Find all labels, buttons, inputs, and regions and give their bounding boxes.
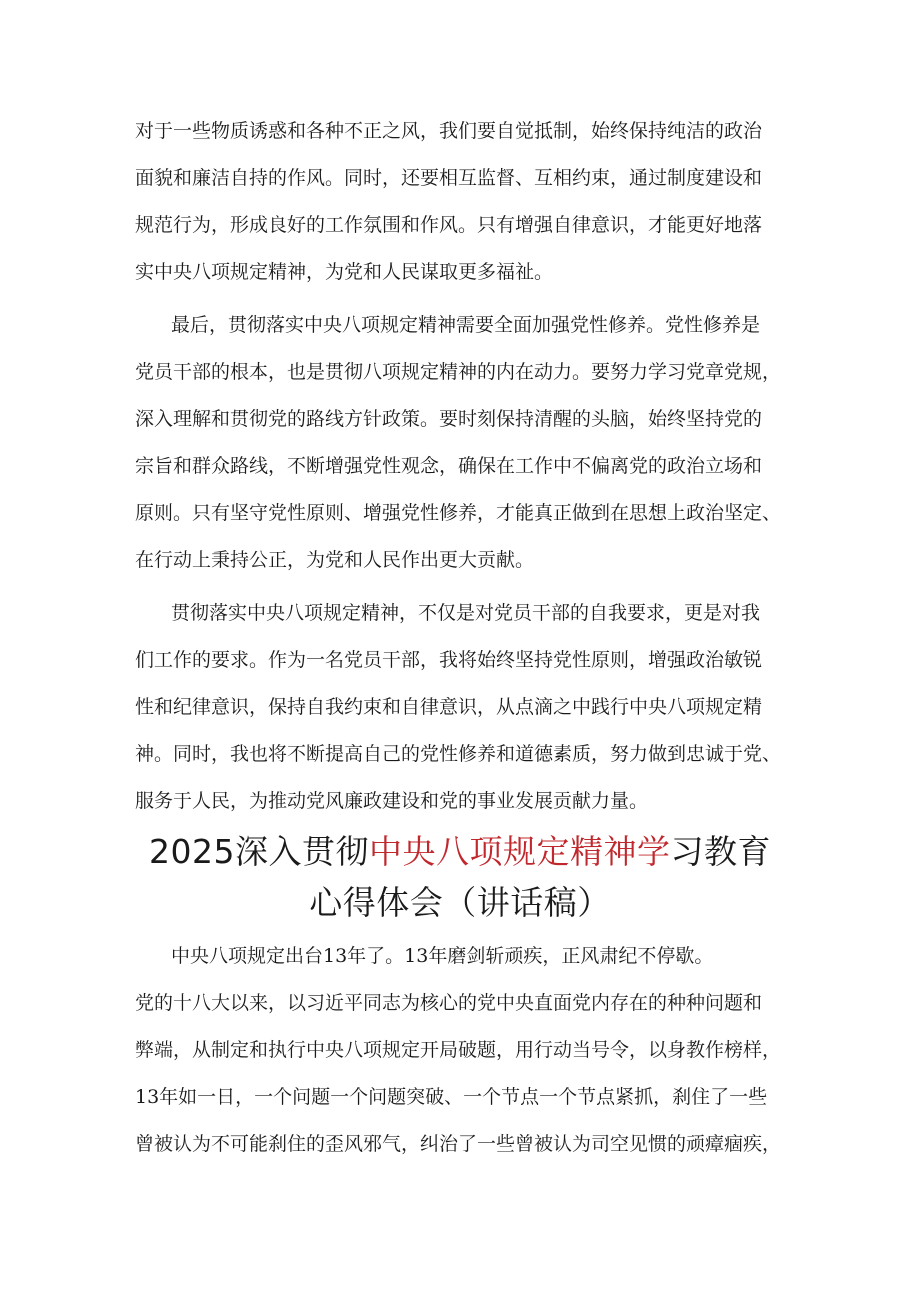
- text-line: 性和纪律意识，保持自我约束和自律意识，从点滴之中践行中央八项规定精: [135, 696, 763, 718]
- title-part-1: 2025深入贯彻: [149, 832, 369, 871]
- text-line: 13年如一日，一个问题一个问题突破、一个节点一个节点紧抓，刹住了一些: [135, 1086, 768, 1108]
- text-line: 深入理解和贯彻党的路线方针政策。要时刻保持清醒的头脑，始终坚持党的: [135, 408, 763, 430]
- article-title-line-2: [0, 876, 920, 930]
- text-line: 党员干部的根本，也是贯彻八项规定精神的内在动力。要努力学习党章党规，: [135, 361, 782, 383]
- text-line: 规范行为，形成良好的工作氛围和作风。只有增强自律意识，才能更好地落: [135, 214, 763, 236]
- text-line: 对于一些物质诱惑和各种不正之风，我们要自觉抵制，始终保持纯洁的政治: [135, 120, 763, 142]
- paragraph-5: [135, 980, 795, 1168]
- text-line: 们工作的要求。作为一名党员干部，我将始终坚持党性原则，增强政治敏锐: [135, 649, 763, 671]
- title-line-2: 心得体会（讲话稿）: [309, 883, 611, 922]
- text-line: 面貌和廉洁自持的作风。同时，还要相互监督、互相约束，通过制度建设和: [135, 167, 763, 189]
- text-line: 实中央八项规定精神，为党和人民谋取更多福祉。: [135, 261, 554, 283]
- title-part-3: 习教育: [670, 832, 771, 871]
- title-part-2-red: 中央八项规定精神学: [368, 832, 671, 871]
- text-line: 在行动上秉持公正，为党和人民作出更大贡献。: [135, 549, 535, 571]
- text-line: 中央八项规定出台13年了。13年磨剑斩顽疾，正风肃纪不停歇。: [171, 945, 714, 967]
- text-line: 弊端，从制定和执行中央八项规定开局破题，用行动当号令，以身教作榜样，: [135, 1039, 782, 1061]
- text-line: 曾被认为不可能刹住的歪风邪气，纠治了一些曾被认为司空见惯的顽瘴痼疾，: [135, 1133, 782, 1155]
- text-line: 最后，贯彻落实中央八项规定精神需要全面加强党性修养。党性修养是: [171, 314, 761, 336]
- text-line: 贯彻落实中央八项规定精神，不仅是对党员干部的自我要求，更是对我: [171, 602, 761, 624]
- paragraph-4: [135, 933, 795, 980]
- text-line: 党的十八大以来，以习近平同志为核心的党中央直面党内存在的种种问题和: [135, 992, 763, 1014]
- text-line: 服务于人民，为推动党风廉政建设和党的事业发展贡献力量。: [135, 790, 649, 812]
- paragraph-1: [135, 108, 795, 296]
- text-line: 宗旨和群众路线，不断增强党性观念，确保在工作中不偏离党的政治立场和: [135, 455, 763, 477]
- paragraph-2: [135, 302, 795, 584]
- paragraph-3: [135, 590, 795, 825]
- text-line: 原则。只有坚守党性原则、增强党性修养，才能真正做到在思想上政治坚定、: [135, 502, 782, 524]
- article-title-line-1: [0, 825, 920, 879]
- text-line: 神。同时，我也将不断提高自己的党性修养和道德素质，努力做到忠诚于党、: [135, 743, 782, 765]
